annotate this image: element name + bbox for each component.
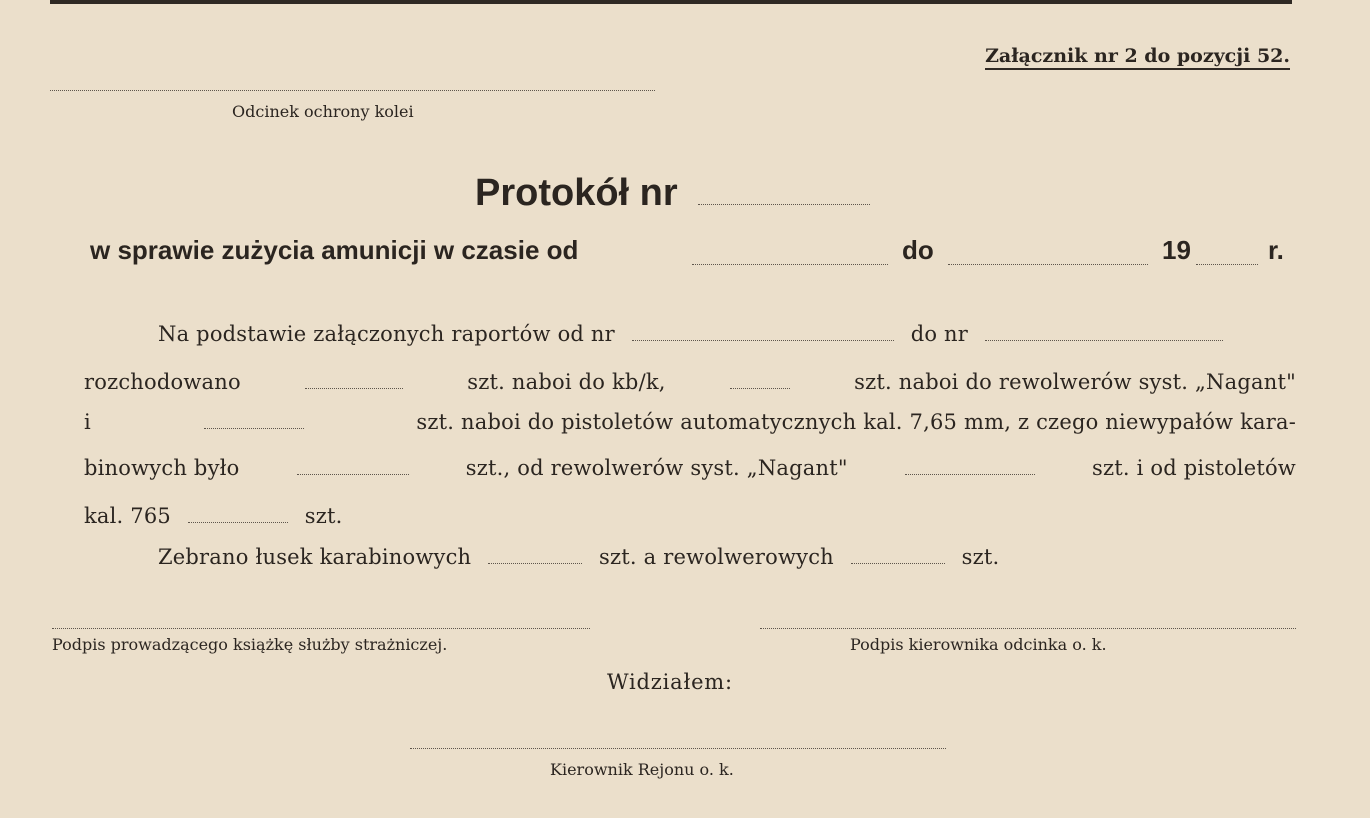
subtitle-r: r.: [1268, 235, 1284, 265]
l1-text-a: Na podstawie załączonych raportów od nr: [158, 321, 615, 346]
left-signature-line: [52, 628, 590, 629]
body-line-6: [158, 544, 999, 569]
l6-text-b: szt. a rewolwerowych: [599, 544, 834, 569]
l4-text-b: szt., od rewolwerów syst. „Nagant": [465, 455, 848, 480]
l1-text-b: do nr: [910, 321, 969, 346]
protocol-title: [475, 170, 870, 215]
date-from-field: [692, 241, 888, 265]
revolver-cases-field: [851, 544, 945, 564]
right-signature-line: [760, 628, 1296, 629]
annex-heading: Załącznik nr 2 do pozycji 52.: [985, 45, 1290, 70]
seen-label: Widziałem:: [607, 670, 733, 694]
rifle-rounds-field: [305, 369, 403, 389]
l5-text-a: kal. 765: [84, 503, 171, 528]
body-line-4: [84, 455, 1296, 480]
date-to-field: [948, 241, 1148, 265]
body-line-1: [158, 321, 1223, 346]
section-label: Odcinek ochrony kolei: [232, 102, 414, 121]
body-line-2: [84, 369, 1296, 394]
subtitle-lead: w sprawie zużycia amunicji w czasie od: [90, 235, 579, 265]
year-field: [1196, 241, 1258, 265]
pistol-rounds-field: [204, 409, 304, 429]
rifle-misfires-field: [297, 455, 409, 475]
section-field-line: [50, 90, 655, 91]
report-to-field: [985, 321, 1223, 341]
pistol-misfires-field: [188, 503, 288, 523]
region-signature-label: Kierownik Rejonu o. k.: [550, 760, 734, 779]
l2-text-a: rozchodowano: [84, 369, 241, 394]
revolver-rounds-field: [730, 369, 790, 389]
left-signature-label: Podpis prowadzącego książkę służby strażniczej.: [52, 635, 448, 654]
body-line-5: [84, 503, 343, 528]
title-text: Protokół nr: [475, 172, 678, 215]
protocol-number-field: [698, 170, 870, 205]
right-signature-label: Podpis kierownika odcinka o. k.: [850, 635, 1107, 654]
subtitle-to: do: [902, 235, 934, 265]
revolver-misfires-field: [905, 455, 1035, 475]
l6-text-a: Zebrano łusek karabinowych: [158, 544, 472, 569]
l3-text-a: i: [84, 409, 91, 434]
l2-text-c: szt. naboi do rewolwerów syst. „Nagant": [854, 369, 1296, 394]
rifle-cases-field: [488, 544, 582, 564]
l5-text-b: szt.: [304, 503, 343, 528]
region-signature-line: [410, 748, 946, 749]
l3-text-b: szt. naboi do pistoletów automatycznych kal. 7,65 mm, z czego niewypałów kara-: [416, 409, 1296, 434]
l2-text-b: szt. naboi do kb/k,: [467, 369, 666, 394]
l4-text-c: szt. i od pistoletów: [1091, 455, 1296, 480]
subtitle-year: 19: [1162, 235, 1191, 265]
body-line-3: [84, 409, 1296, 434]
l4-text-a: binowych było: [84, 455, 240, 480]
l6-text-c: szt.: [961, 544, 1000, 569]
report-from-field: [632, 321, 894, 341]
top-rule: [50, 0, 1292, 4]
